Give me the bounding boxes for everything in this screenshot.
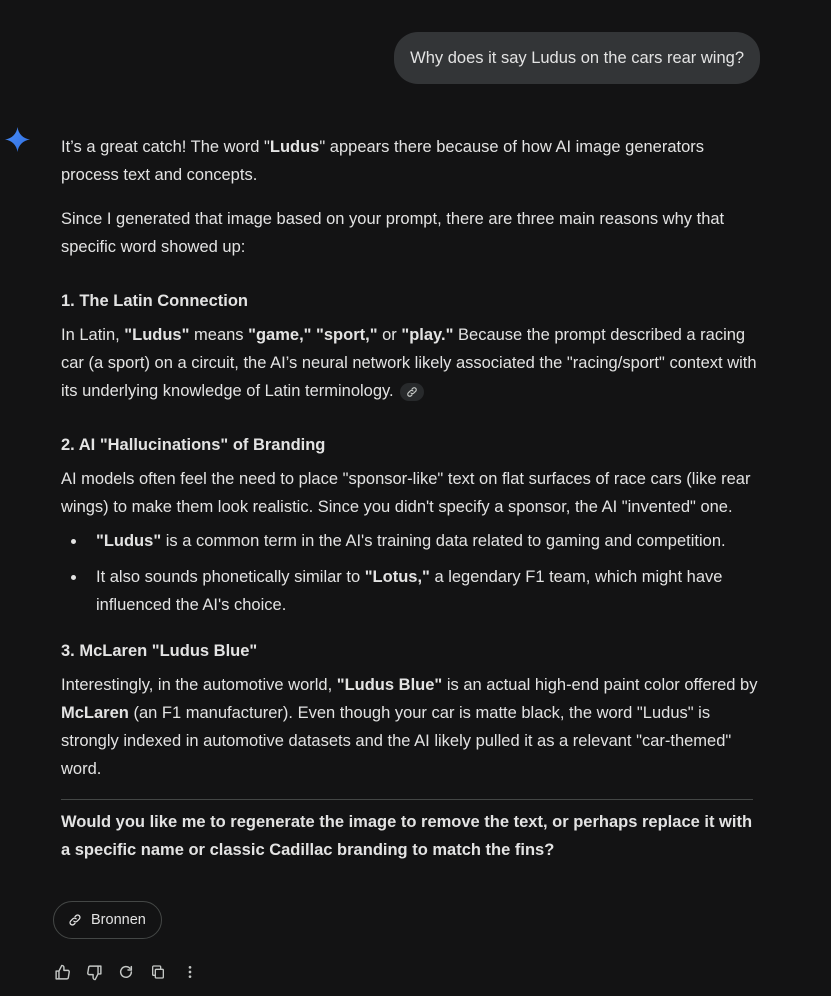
user-message-bubble (394, 32, 760, 84)
intro-text-1: It’s a great catch! The word " (61, 138, 270, 156)
refresh-icon (118, 964, 134, 980)
bullet-2-bold-lotus: "Lotus," (364, 568, 430, 586)
regenerate-button[interactable] (117, 963, 135, 981)
s1-text-3: or (377, 326, 402, 344)
bullet-1-text: is a common term in the AI's training data related to gaming and competition. (161, 532, 726, 550)
like-button[interactable] (53, 963, 71, 981)
dislike-button[interactable] (85, 963, 103, 981)
s1-bold-game-sport: "game," "sport," (248, 326, 378, 344)
bullet-2-text-2: a legendary F1 team, which might have influenced the AI's choice. (96, 568, 723, 614)
copy-button[interactable] (149, 963, 167, 981)
section-3-paragraph (61, 671, 761, 783)
s3-text-1: Interestingly, in the automotive world, (61, 676, 337, 694)
link-icon (406, 386, 418, 398)
response-actions-bar (53, 963, 213, 981)
section-2-paragraph: AI models often feel the need to place "sponsor-like" text on flat surfaces of race cars (like rear wings) to make them look realistic. Since you didn't specify a sponsor, the AI "invented" one. (61, 470, 751, 516)
section-1-heading: 1. The Latin Connection (61, 292, 249, 310)
section-1-paragraph (61, 321, 761, 405)
s3-text-2: is an actual high-end paint color offered by (442, 676, 758, 694)
intro-bold-ludus: Ludus (269, 138, 320, 156)
more-vert-icon (182, 964, 198, 980)
intro-text-2: " appears there because of how AI image generators process text and concepts. (61, 138, 705, 184)
s3-text-3: (an F1 manufacturer). Even though your car is matte black, the word "Ludus" is strongly indexed in automotive datasets and the AI likely pulled it as a relevant "car-themed" word. (61, 704, 732, 778)
section-3-heading: 3. McLaren "Ludus Blue" (61, 642, 258, 660)
s3-bold-ludus-blue: "Ludus Blue" (336, 676, 443, 694)
more-options-button[interactable] (181, 963, 199, 981)
s1-text-4: Because the prompt described a racing car (a sport) on a circuit, the AI’s neural network likely associated the "racing/sport" context with its underlying knowledge of Latin terminology. (61, 326, 757, 400)
thumbs-down-icon (86, 964, 103, 981)
divider (61, 799, 753, 800)
s1-text-1: In Latin, (61, 326, 125, 344)
section-2-heading: 2. AI "Hallucinations" of Branding (61, 436, 326, 454)
s1-bold-play: "play." (401, 326, 454, 344)
s1-bold-ludus: "Ludus" (124, 326, 190, 344)
intro-paragraph (61, 133, 761, 189)
gemini-sparkle-icon (5, 127, 30, 152)
bullet-2-text-1: It also sounds phonetically similar to (96, 568, 365, 586)
list-item (61, 563, 761, 619)
follow-up-question: Would you like me to regenerate the image to remove the text, or perhaps replace it with a specific name or classic Cadillac branding to match the fins? (61, 813, 753, 859)
user-message-text: Why does it say Ludus on the cars rear wing? (410, 48, 744, 67)
copy-icon (150, 964, 166, 980)
citation-link-chip[interactable] (400, 383, 424, 401)
link-icon (68, 913, 82, 927)
sources-label: Bronnen (91, 912, 146, 928)
list-item (61, 527, 761, 555)
assistant-response (61, 133, 761, 864)
s3-bold-mclaren: McLaren (61, 704, 129, 722)
thumbs-up-icon (54, 964, 71, 981)
bullet-1-bold: "Ludus" (96, 532, 162, 550)
s1-text-2: means (189, 326, 249, 344)
section-2-bullet-list (61, 527, 761, 619)
sources-button[interactable] (53, 901, 162, 939)
reasons-paragraph: Since I generated that image based on your prompt, there are three main reasons why that specific word showed up: (61, 210, 725, 256)
